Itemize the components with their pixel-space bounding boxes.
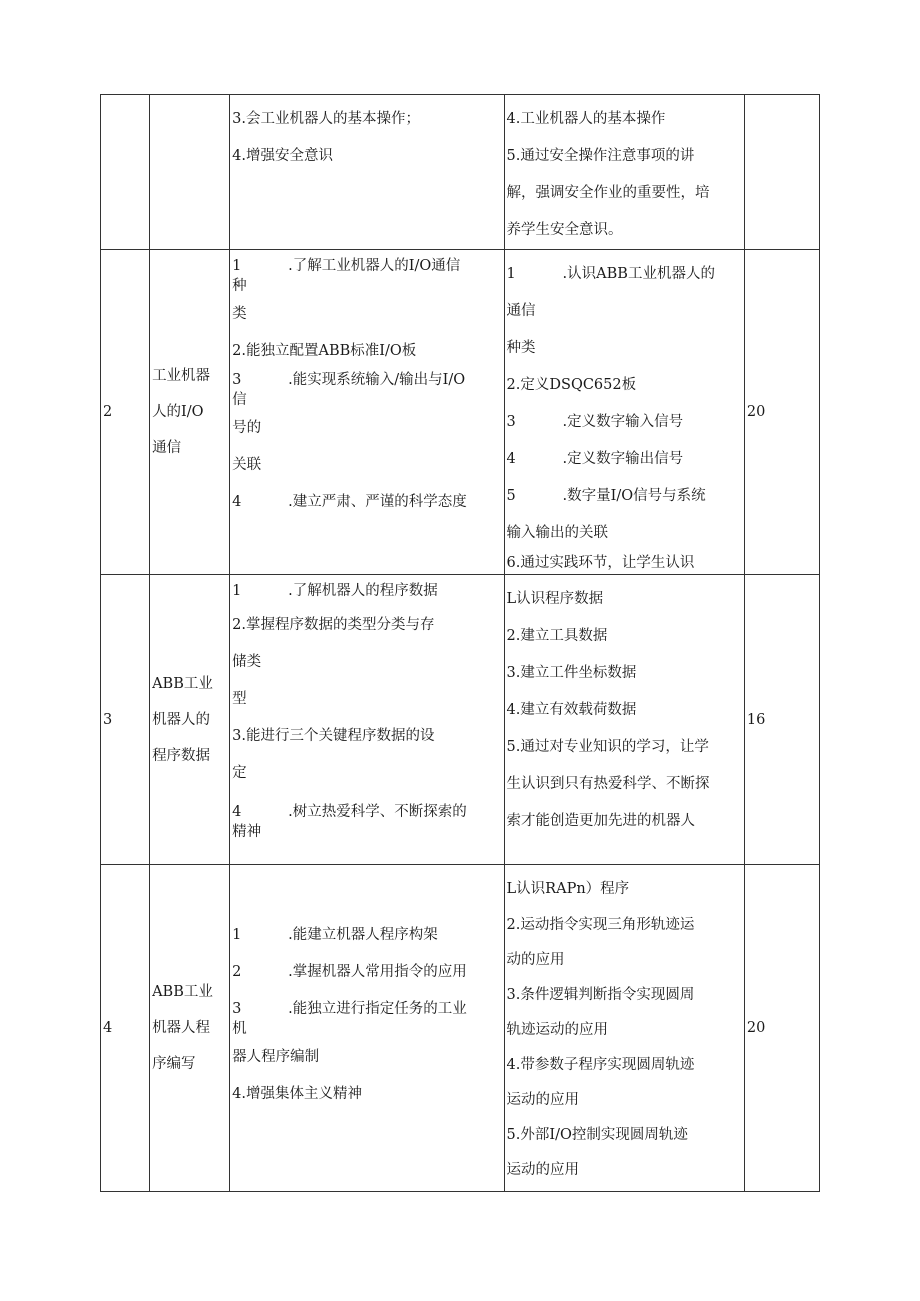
objective-line: 精神 [232,824,262,840]
content-line: 4.带参数子程序实现圆周轨迹 [506,1057,695,1073]
objective-line: 机 [232,1021,247,1037]
content-line: 动的应用 [506,952,565,968]
objective-line: 3 .能实现系统输入/输出与I/O [232,372,466,388]
objective-line: 信 [232,392,247,408]
objective-line: 器人程序编制 [232,1049,320,1065]
content-line: 2.建立工具数据 [506,628,608,644]
row-index-cell [101,95,150,250]
content-cell [504,95,744,250]
content-line: 3.建立工件坐标数据 [506,665,637,681]
hours-cell [744,250,819,575]
objective-line: 4 .建立严肃、严谨的科学态度 [232,494,467,510]
content-line: 3.条件逻辑判断指令实现圆周 [506,987,695,1003]
content-line: 4 .定义数字输出信号 [506,451,684,467]
table-row [101,95,820,250]
content-line: L认识RAPn）程序 [506,881,630,897]
content-line: 通信 [506,303,536,319]
content-line: 输入输出的关联 [506,525,609,541]
objective-line: 2.能独立配置ABB标准I/O板 [232,343,417,359]
module-name-line: 序编写 [152,1056,196,1072]
hours-value: 16 [746,711,766,728]
hours-cell [744,575,819,865]
module-name-cell [150,250,230,575]
content-line: 5.外部I/O控制实现圆周轨迹 [506,1127,688,1143]
content-cell [504,865,744,1192]
objectives-cell [230,95,504,250]
hours-cell [744,865,819,1192]
objective-line: 1 .了解工业机器人的I/O通信 [232,258,461,274]
module-name-cell [150,865,230,1192]
content-line: 3 .定义数字输入信号 [506,414,684,430]
module-name-line: 机器人的 [152,711,211,728]
row-index-cell [101,250,150,575]
table-row [101,865,820,1192]
objective-line: 号的 [232,420,262,436]
table-row [101,575,820,865]
row-index: 3 [103,711,113,728]
objective-line: 4.增强安全意识 [232,148,334,164]
row-index: 2 [103,404,113,420]
objective-line: 3 .能独立进行指定任务的工业 [232,1001,467,1017]
row-index: 4 [103,1020,113,1036]
objective-line: 3.会工业机器人的基本操作； [232,111,421,127]
hours-cell [744,95,819,250]
content-line: 种类 [506,340,536,356]
content-line: 运动的应用 [506,1092,580,1108]
content-line: 2.定义DSQC652板 [506,377,637,393]
objectives-cell [230,575,504,865]
module-name-line: 工业机器 [152,368,211,384]
objective-line: 储类 [232,654,262,670]
content-line: 运动的应用 [506,1162,580,1178]
table-row [101,250,820,575]
content-line: 5.通过安全操作注意事项的讲 [506,148,695,164]
objective-line: 4.增强集体主义精神 [232,1086,363,1102]
objective-line: 1 .了解机器人的程序数据 [232,583,438,599]
content-line: 4.工业机器人的基本操作 [506,111,666,127]
content-line: 轨迹运动的应用 [506,1022,609,1038]
content-line: 1 .认识ABB工业机器人的 [506,266,715,282]
objective-line: 3.能进行三个关键程序数据的设 [232,728,435,744]
content-line: 6.通过实践环节，让学生认识 [506,555,695,571]
module-name-line: ABB工业 [152,984,213,1000]
content-line: 索才能创造更加先进的机器人 [506,813,696,829]
content-line: 5.通过对专业知识的学习，让学 [506,739,709,755]
module-name-cell [150,95,230,250]
module-name-line: 机器人程 [152,1020,211,1036]
content-line: 5 .数字量I/O信号与系统 [506,488,706,504]
hours-value: 20 [746,404,766,420]
objective-line: 种 [232,278,247,294]
row-index-cell [101,575,150,865]
objective-line: 2 .掌握机器人常用指令的应用 [232,964,467,980]
row-index-cell [101,865,150,1192]
module-name-line: 程序数据 [152,747,211,764]
hours-value: 20 [746,1020,766,1036]
objective-line: 型 [232,691,247,707]
objective-line: 4 .树立热爱科学、不断探索的 [232,804,467,820]
objective-line: 1 .能建立机器人程序构架 [232,927,438,943]
objective-line: 定 [232,765,247,781]
objective-line: 类 [232,306,247,322]
objectives-cell [230,865,504,1192]
content-line: L认识程序数据 [506,591,604,607]
module-name-line: ABB工业 [152,675,213,692]
course-schedule-table [100,94,820,1192]
module-name-line: 通信 [152,440,182,456]
content-line: 养学生安全意识。 [506,222,623,238]
content-line: 2.运动指令实现三角形轨迹运 [506,917,695,933]
objectives-cell [230,250,504,575]
content-cell [504,575,744,865]
content-cell [504,250,744,575]
module-name-line: 人的I/O [152,404,204,420]
content-line: 4.建立有效载荷数据 [506,702,637,718]
content-line: 生认识到只有热爱科学、不断探 [506,776,710,792]
content-line: 解，强调安全作业的重要性，培 [506,185,710,201]
objective-line: 2.掌握程序数据的类型分类与存 [232,617,435,633]
module-name-cell [150,575,230,865]
objective-line: 关联 [232,457,262,473]
